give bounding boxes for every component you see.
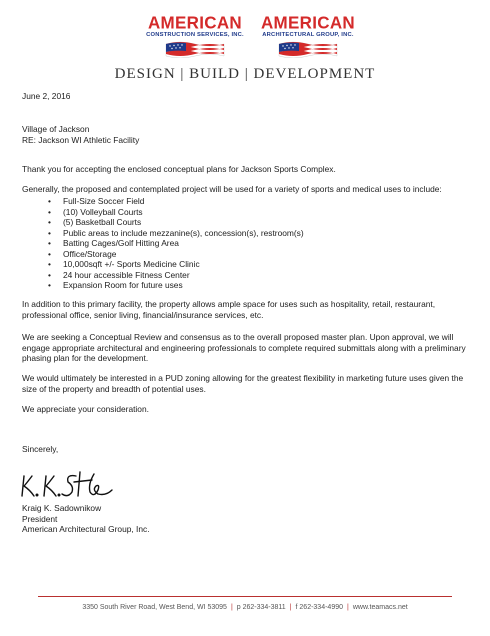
american-flag-icon xyxy=(277,40,339,58)
list-item: • 10,000sqft +/- Sports Medicine Clinic xyxy=(48,259,200,269)
logo-name: AMERICAN xyxy=(260,12,355,33)
list-item: • 24 hour accessible Fitness Center xyxy=(48,269,190,280)
paragraph-additional-uses: In addition to this primary facility, the property allows ample space for uses such as hospitality, retail, restaurant, professional office, senior living, financial/insurance services, etc. xyxy=(22,299,436,320)
footer-phone: p 262-334-3811 xyxy=(236,604,286,611)
footer-divider xyxy=(38,596,452,597)
signer-name: Kraig K. Sadownikow xyxy=(22,503,102,513)
logo-subtitle: ARCHITECTURAL GROUP, INC. xyxy=(262,32,354,38)
list-item: • Public areas to include mezzanine(s), concession(s), restroom(s) xyxy=(48,227,304,238)
paragraph-thanks: Thank you for accepting the enclosed conceptual plans for Jackson Sports Complex. xyxy=(22,164,336,174)
logo-subtitle: CONSTRUCTION SERVICES, INC. xyxy=(146,32,244,38)
paragraph-appreciation: We appreciate your consideration. xyxy=(22,404,149,414)
bullet-icon: • xyxy=(48,217,51,227)
footer-contact xyxy=(0,604,490,611)
letterhead-tagline: DESIGN | BUILD | DEVELOPMENT xyxy=(114,66,376,82)
signer-company: American Architectural Group, Inc. xyxy=(22,524,150,534)
signer-block xyxy=(22,503,472,535)
signer-title: President xyxy=(22,513,58,524)
footer-fax: f 262-334-4990 xyxy=(295,604,343,611)
list-item: • (10) Volleyball Courts xyxy=(48,206,143,217)
bullet-icon: • xyxy=(48,227,51,238)
bullet-icon: • xyxy=(48,269,51,280)
paragraph-review-request: We are seeking a Conceptual Review and consensus as to the overall proposed master plan. Upon approval, we will engage appropriate architectural and engineering professionals to complete required submittals along with a preliminary phasing plan for the development. xyxy=(22,332,466,363)
subject-line: RE: Jackson WI Athletic Facility xyxy=(22,134,140,145)
bullet-icon: • xyxy=(48,259,51,269)
logo-construction-services xyxy=(135,14,255,58)
handwritten-signature xyxy=(18,466,128,500)
list-item: • Batting Cages/Golf Hitting Area xyxy=(48,238,179,248)
recipient-block xyxy=(22,124,472,145)
bullet-icon: • xyxy=(48,206,51,217)
american-flag-icon xyxy=(164,40,226,58)
letter-date: June 2, 2016 xyxy=(22,91,71,101)
list-item: • Office/Storage xyxy=(48,248,117,259)
footer-address: 3350 South River Road, West Bend, WI 53095 xyxy=(82,604,227,611)
paragraph-pud-zoning: We would ultimately be interested in a PUD zoning allowing for the greatest flexibility in marketing future uses given the size of the property and breadth of potential uses. xyxy=(22,373,464,394)
footer-separator: | xyxy=(347,604,349,611)
logo-name: AMERICAN xyxy=(147,12,242,33)
bullet-icon: • xyxy=(48,280,51,290)
bullet-icon: • xyxy=(48,248,51,259)
bullet-icon: • xyxy=(48,238,51,248)
closing-salutation: Sincerely, xyxy=(22,444,59,454)
uses-list xyxy=(48,196,304,291)
bullet-icon: • xyxy=(48,196,51,206)
recipient-name: Village of Jackson xyxy=(22,124,90,134)
list-item: • Full-Size Soccer Field xyxy=(48,196,145,206)
footer-website: www.teamacs.net xyxy=(352,604,408,611)
footer-separator: | xyxy=(230,604,233,611)
logo-architectural-group xyxy=(248,14,368,58)
list-item: • (5) Basketball Courts xyxy=(48,217,142,227)
list-item: • Expansion Room for future uses xyxy=(48,280,183,290)
paragraph-intro-uses: Generally, the proposed and contemplated project will be used for a variety of sports and medical uses to include: xyxy=(22,184,442,194)
footer-separator: | xyxy=(289,604,292,611)
